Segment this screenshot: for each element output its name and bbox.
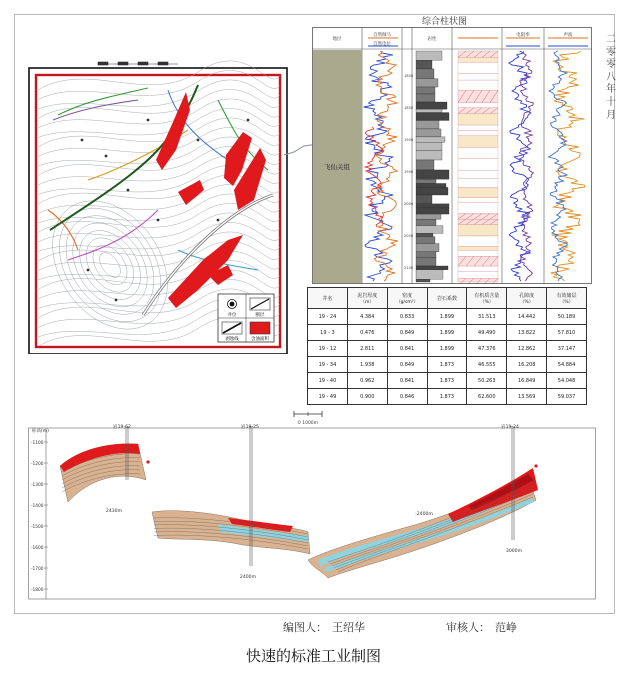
table-cell: 1.873 <box>427 357 467 373</box>
table-cell: 1.873 <box>427 389 467 405</box>
well-label-1: 岩19-62 <box>113 425 131 430</box>
table-header-cell <box>547 288 587 309</box>
geologic-cross-section <box>28 420 596 600</box>
section-depth-tick: -1400 <box>31 504 44 509</box>
table-header-label: 有机质含量 <box>474 292 500 299</box>
table-cell: 0.849 <box>387 357 427 373</box>
depth-tick-label: 2100 <box>404 266 414 270</box>
table-cell: 59.037 <box>547 389 587 405</box>
depth-label-3: -2400m <box>415 512 433 517</box>
table-cell: 0.900 <box>347 389 387 405</box>
table-cell: 0.841 <box>387 373 427 389</box>
table-cell: 57.810 <box>547 325 587 341</box>
table-cell: 4.384 <box>347 309 387 325</box>
table-cell: 62.600 <box>467 389 507 405</box>
section-depth-tick: -1800 <box>31 588 44 593</box>
section-depth-tick: -1200 <box>31 462 44 467</box>
date-vertical <box>604 34 618 122</box>
author-signature <box>283 619 365 635</box>
table-header-unit: （%） <box>559 299 574 305</box>
table-cell: 49.490 <box>467 325 507 341</box>
depth-tick-label: 1950 <box>404 170 414 174</box>
oil-area-legend-icon <box>250 322 270 334</box>
header-lithology: 岩性 <box>427 37 437 42</box>
table-cell: 13.822 <box>507 325 547 341</box>
legend-label-erosion: 剥蚀线 <box>225 337 239 342</box>
formation-label: 飞仙关组 <box>324 163 350 171</box>
header-resistivity: 电阻率 <box>516 33 530 38</box>
header-strata: 地层 <box>332 37 342 42</box>
table-cell: 14.442 <box>507 309 547 325</box>
table-cell: 50.263 <box>467 373 507 389</box>
table-cell: 19 - 3 <box>308 325 348 341</box>
table-cell: 0.841 <box>387 341 427 357</box>
table-cell: 19 - 34 <box>308 357 348 373</box>
reviewer-label: 审核人： <box>446 621 490 634</box>
table-header-unit: （m） <box>360 299 374 305</box>
well-marker-2 <box>534 464 537 467</box>
composite-column-chart <box>312 27 592 284</box>
table-cell: 0.962 <box>347 373 387 389</box>
well-data-table <box>307 287 587 405</box>
section-depth-tick: -1500 <box>31 525 44 530</box>
date-char: 十 <box>606 96 616 108</box>
depth-tick-label: 2000 <box>404 202 414 206</box>
reviewer-signature <box>446 619 517 635</box>
table-header-cell <box>427 288 467 309</box>
depth-tick-label: 1850 <box>404 106 414 110</box>
section-depth-tick: -1300 <box>31 483 44 488</box>
table-cell: 19 - 49 <box>308 389 348 405</box>
table-cell: 16.208 <box>507 357 547 373</box>
section-depth-tick: -1100 <box>31 441 44 446</box>
table-header-label: 孔隙度 <box>519 292 535 299</box>
table-cell: 19 - 12 <box>308 341 348 357</box>
table-header-label: 岩石系数 <box>436 295 457 302</box>
depth-label-4: 3000m <box>505 549 523 554</box>
header-gamma: 自然伽马 <box>373 33 391 38</box>
reviewer-name: 范峥 <box>495 621 517 634</box>
date-char: 二 <box>606 34 616 45</box>
table-cell: 2.811 <box>347 341 387 357</box>
table-header-cell <box>507 288 547 309</box>
date-char: 八 <box>606 71 616 83</box>
table-row <box>308 357 587 373</box>
table-cell: 50.189 <box>547 309 587 325</box>
table-cell: 1.899 <box>427 341 467 357</box>
table-header-unit: （g/cm³） <box>396 299 419 305</box>
table-cell: 0.833 <box>387 309 427 325</box>
table-cell: 37.147 <box>547 341 587 357</box>
section-depth-tick: -1600 <box>31 546 44 551</box>
table-cell: 0.849 <box>387 325 427 341</box>
table-header-cell <box>308 288 348 309</box>
table-header-label: 泥岩厚度 <box>357 292 378 299</box>
table-cell: 0.476 <box>347 325 387 341</box>
legend-label-well: 井位 <box>227 313 237 318</box>
table-row <box>308 309 587 325</box>
table-cell: 46.555 <box>467 357 507 373</box>
table-header-unit: （%） <box>520 299 534 305</box>
table-cell: 1.899 <box>427 309 467 325</box>
map-legend <box>218 294 274 342</box>
table-header-label: 密度 <box>402 292 413 299</box>
depth-label-2: 2400m <box>239 575 257 580</box>
legend-label-fault: 断层 <box>255 313 265 318</box>
table-row <box>308 341 587 357</box>
depth-tick-label: 1800 <box>404 74 414 78</box>
well-label-3: 岩19-24 <box>501 425 519 430</box>
table-header-label: 有效储层 <box>556 292 577 299</box>
figure-caption: 快速的标准工业制图 <box>245 647 381 665</box>
table-cell: 0.846 <box>387 389 427 405</box>
table-cell: 16.849 <box>507 373 547 389</box>
author-label: 编图人： <box>283 621 327 634</box>
geologic-contour-map <box>28 60 290 354</box>
date-char: 零 <box>606 59 616 71</box>
table-cell: 13.569 <box>507 389 547 405</box>
table-cell: 31.513 <box>467 309 507 325</box>
well-label-2: 岩19-25 <box>241 425 259 430</box>
table-header-cell <box>387 288 427 309</box>
table-cell: 19 - 24 <box>308 309 348 325</box>
section-depth-tick: -1700 <box>31 567 44 572</box>
date-char: 年 <box>606 84 616 96</box>
table-header-label: 井名 <box>322 295 333 302</box>
table-header-cell <box>347 288 387 309</box>
table-row <box>308 373 587 389</box>
well-marker-1 <box>146 460 149 463</box>
depth-label-1: 2430m <box>105 509 123 514</box>
date-char: 零 <box>606 46 616 58</box>
table-header-unit: （%） <box>480 299 494 305</box>
table-cell: 54.884 <box>547 357 587 373</box>
column-chart-title: 综合柱状图 <box>422 17 468 27</box>
header-sonic: 声波 <box>563 33 573 38</box>
table-cell: 1.873 <box>427 373 467 389</box>
table-row <box>308 389 587 405</box>
depth-tick-label: 2050 <box>404 234 414 238</box>
author-name: 王绍华 <box>332 621 365 634</box>
legend-label-oil: 含油面积 <box>251 337 269 342</box>
depth-tick-label: 1900 <box>404 138 414 142</box>
interpretation-strip <box>458 51 498 284</box>
section-axis-title: 标高(m) <box>32 429 49 434</box>
table-cell: 54.048 <box>547 373 587 389</box>
scale-label: 0 1000m <box>297 421 319 426</box>
date-char: 月 <box>606 109 616 121</box>
table-row <box>308 325 587 341</box>
table-cell: 47.376 <box>467 341 507 357</box>
table-header-cell <box>467 288 507 309</box>
table-cell: 19 - 40 <box>308 373 348 389</box>
header-sp: 自然电位 <box>373 42 391 47</box>
table-cell: 1.899 <box>427 325 467 341</box>
table-cell: 1.938 <box>347 357 387 373</box>
table-cell: 12.862 <box>507 341 547 357</box>
